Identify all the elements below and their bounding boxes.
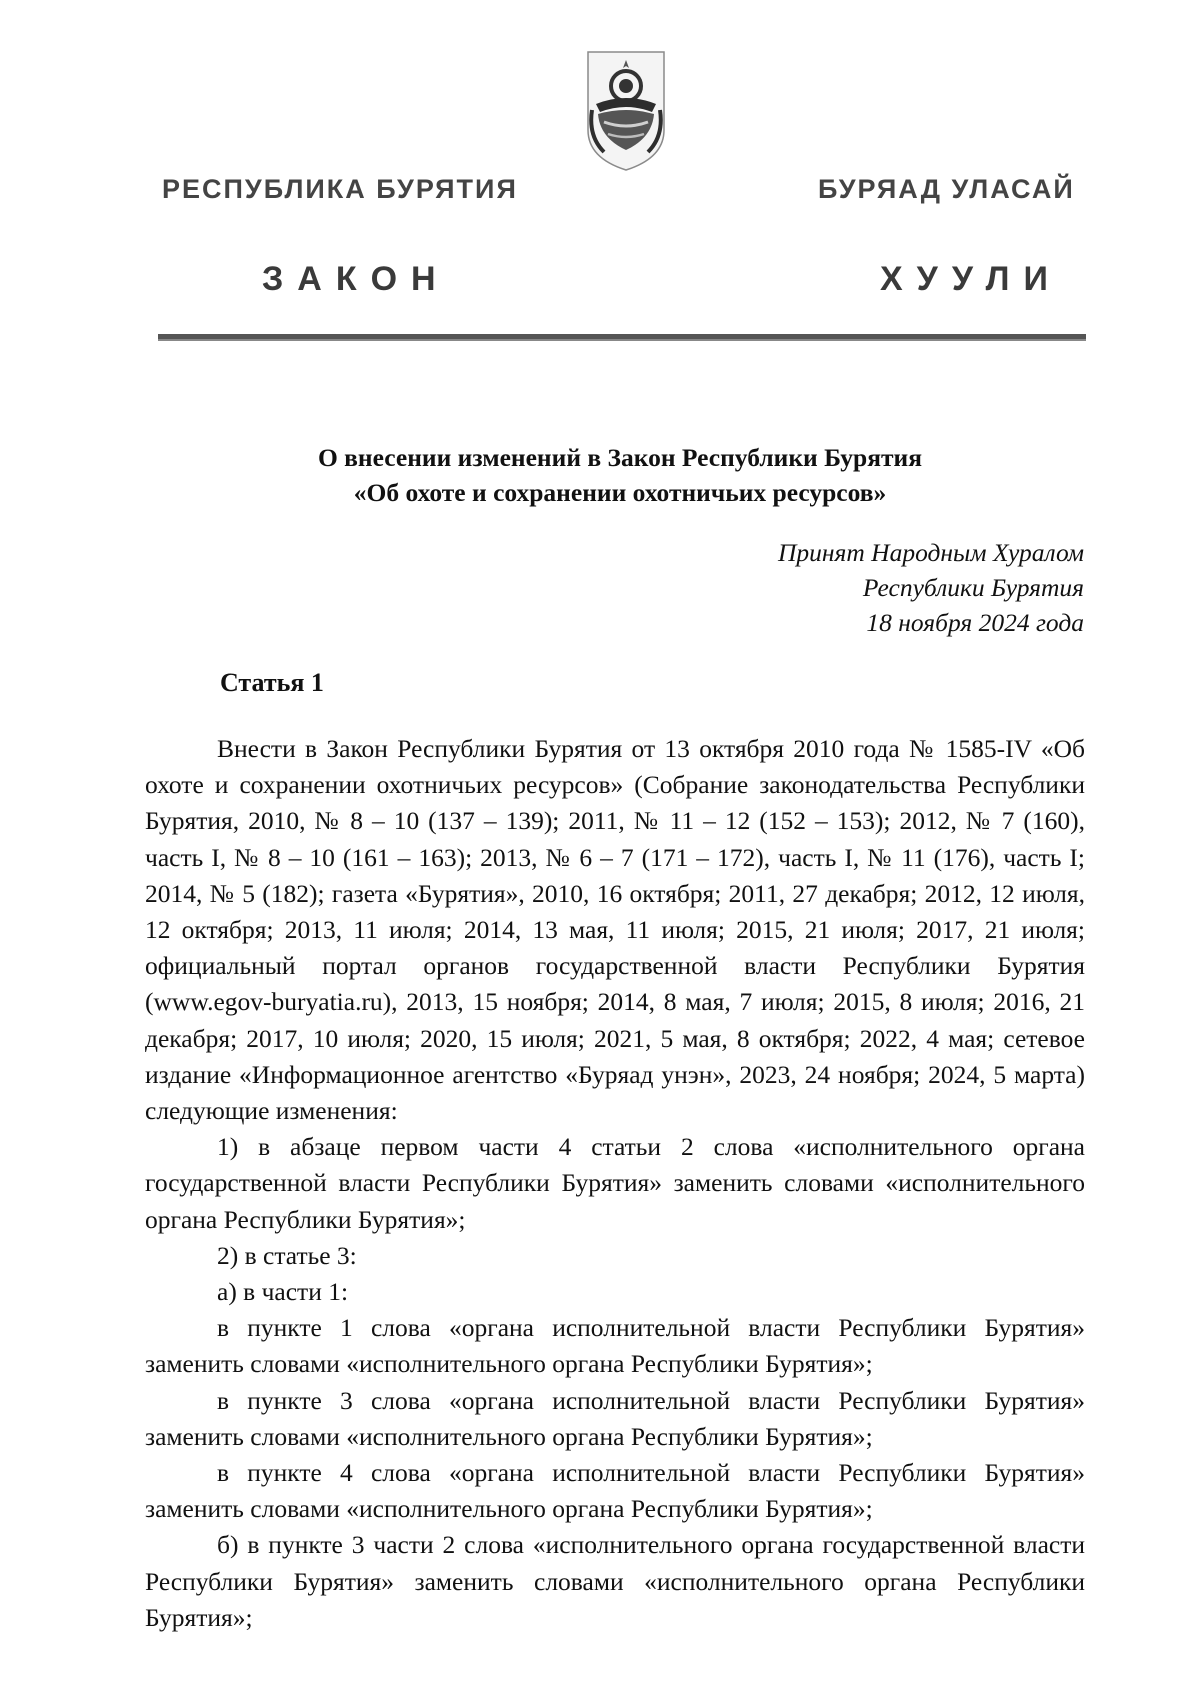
paragraph: Внести в Закон Республики Бурятия от 13 октября 2010 года № 1585-IV «Об охоте и сохранении охотничьих ресурсов» (Собрание законодательства Республики Бурятия, 2010, № 8 – 10 (137 – 139); 2011, № 11 – 12 (152 – 153); 2012, № 7 (160), часть I, № 8 – 10 (161 – 163); 2013, № 6 – 7 (171 – 172), часть I, № 11 (176), часть I; 2014, № 5 (182); газета «Бурятия», 2010, 16 октября; 2011, 27 декабря; 2012, 12 июля, 12 октября; 2013, 11 июля; 2014, 13 мая, 11 июля; 2015, 21 июля; 2017, 21 июля; официальный портал органов государственной власти Республики Бурятия (www.egov-buryatia.ru), 2013, 15 ноября; 2014, 8 мая, 7 июля; 2015, 8 июля; 2016, 21 декабря; 2017, 10 июля; 2020, 15 июля; 2021, 5 мая, 8 октября; 2022, 4 мая; сетевое издание «Информационное агентство «Буряад унэн», 2023, 24 ноября; 2024, 5 марта) следующие изменения: bbox=[145, 734, 1085, 1126]
header-law-ru: ЗАКОН bbox=[262, 260, 450, 298]
header-republic-ru: РЕСПУБЛИКА БУРЯТИЯ bbox=[162, 174, 518, 204]
adoption-note bbox=[778, 535, 1084, 640]
paragraph: в пункте 3 слова «органа исполнительной власти Республики Бурятия» заменить словами «исполнительного органа Республики Бурятия»; bbox=[145, 1385, 1085, 1451]
adoption-line: Принят Народным Хуралом bbox=[777, 538, 1084, 567]
adoption-date: 18 ноября 2024 года bbox=[866, 608, 1084, 637]
title-line: «Об охоте и сохранении охотничьих ресурсов» bbox=[353, 478, 887, 507]
coat-of-arms-icon bbox=[582, 46, 670, 174]
paragraph: а) в части 1: bbox=[217, 1277, 349, 1307]
paragraph: 2) в статье 3: bbox=[217, 1240, 357, 1270]
title-line: О внесении изменений в Закон Республики Бурятия bbox=[317, 443, 923, 472]
article-heading: Статья 1 bbox=[220, 668, 324, 697]
paragraph: 1) в абзаце первом части 4 статьи 2 слова «исполнительного органа государственной власти Республики Бурятия» заменить словами «исполнительного органа Республики Бурятия»; bbox=[145, 1132, 1085, 1234]
document-title bbox=[150, 440, 1090, 510]
header-republic-bur: БУРЯАД УЛАСАЙ bbox=[818, 174, 1075, 204]
paragraph: в пункте 4 слова «органа исполнительной власти Республики Бурятия» заменить словами «исполнительного органа Республики Бурятия»; bbox=[145, 1458, 1085, 1524]
header-divider bbox=[158, 334, 1086, 341]
paragraph: б) в пункте 3 части 2 слова «исполнительного органа государственной власти Республики Бурятия» заменить словами «исполнительного органа Республики Бурятия»; bbox=[145, 1530, 1085, 1632]
paragraph: в пункте 1 слова «органа исполнительной власти Республики Бурятия» заменить словами «исполнительного органа Республики Бурятия»; bbox=[145, 1313, 1085, 1379]
article-body bbox=[145, 731, 1085, 1636]
header-law-bur: ХУУЛИ bbox=[880, 260, 1062, 298]
adoption-line: Республики Бурятия bbox=[862, 573, 1084, 602]
